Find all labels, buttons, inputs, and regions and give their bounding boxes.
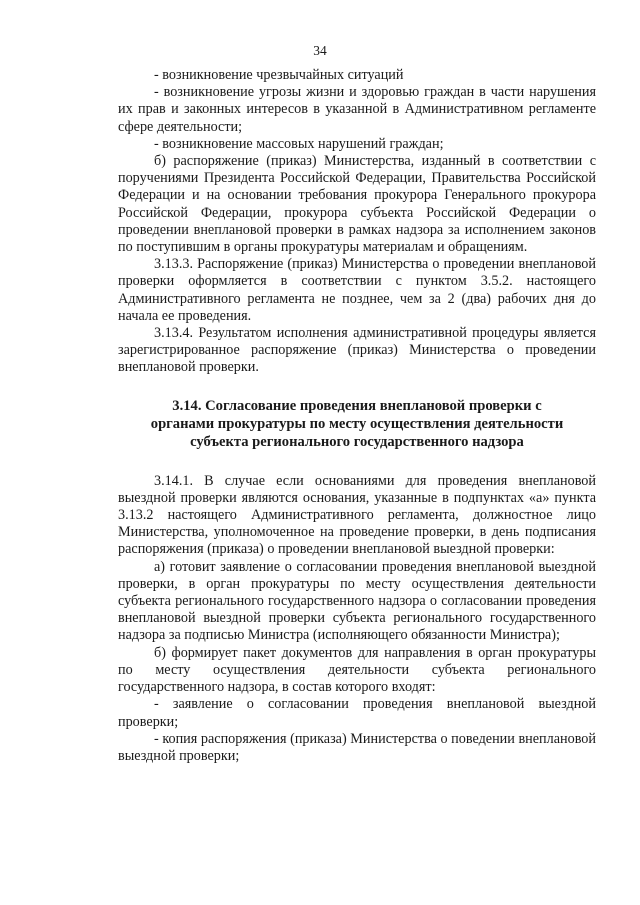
section-heading [118,397,596,451]
paragraph: 3.13.3. Распоряжение (приказ) Министерства о проведении внеплановой проверки оформляется в соответствии с пунктом 3.5.2. настоящего Административного регламента не позднее, чем за 2 (два) рабочих дня до начала ее проведения. [118,256,596,324]
paragraph: - возникновение массовых нарушений граждан; [154,135,444,152]
paragraph: - возникновение чрезвычайных ситуаций [154,67,404,83]
paragraph: 3.14.1. В случае если основаниями для проведения внеплановой выездной проверки являются основания, указанные в подпунктах «а» пункта 3.13.2 настоящего Административного регламента, должностное лицо Министерства, уполномоченное на проведение проверки, в день подписания распоряжения (приказа) о проведении внеплановой выездной проверки: [118,472,596,558]
paragraph: - копия распоряжения (приказа) Министерства о поведении внеплановой выездной проверки; [118,730,596,764]
document-body [118,67,596,765]
paragraph: б) формирует пакет документов для направления в орган прокуратуры по месту осуществления деятельности субъекта регионального государственного надзора, в состав которого входят: [118,644,596,696]
section-heading-line: 3.14. Согласование проведения внеплановой проверки с [172,397,542,414]
paragraph: 3.13.4. Результатом исполнения административной процедуры является зарегистрированное распоряжение (приказ) Министерства о проведении внеплановой проверки. [118,325,596,376]
paragraph: б) распоряжение (приказ) Министерства, изданный в соответствии с поручениями Президента Российской Федерации, Правительства Российской Федерации и на основании требования прокурора Генерального прокурора Российской Федерации, прокурора субъекта Российской Федерации о проведении внеплановой проверки в рамках надзора за исполнением законов по поступившим в органы прокуратуры материалам и обращениям. [118,153,596,256]
section-heading-line: органами прокуратуры по месту осуществления деятельности [150,415,564,432]
paragraph: - заявление о согласовании проведения внеплановой выездной проверки; [118,696,596,730]
paragraph: а) готовит заявление о согласовании проведения внеплановой выездной проверки, в орган прокуратуры по месту осуществления деятельности субъекта регионального государственного надзора о согласовании проведения внеплановой выездной проверки субъекта регионального государственного надзора за подписью Министра (исполняющего обязанности Министра); [118,558,596,644]
page-number: 34 [313,43,327,58]
section-heading-line: субъекта регионального государственного надзора [190,433,524,450]
paragraph: - возникновение угрозы жизни и здоровью граждан в части нарушения их прав и законных интересов в указанной в Административном регламенте сфере деятельности; [118,84,596,135]
